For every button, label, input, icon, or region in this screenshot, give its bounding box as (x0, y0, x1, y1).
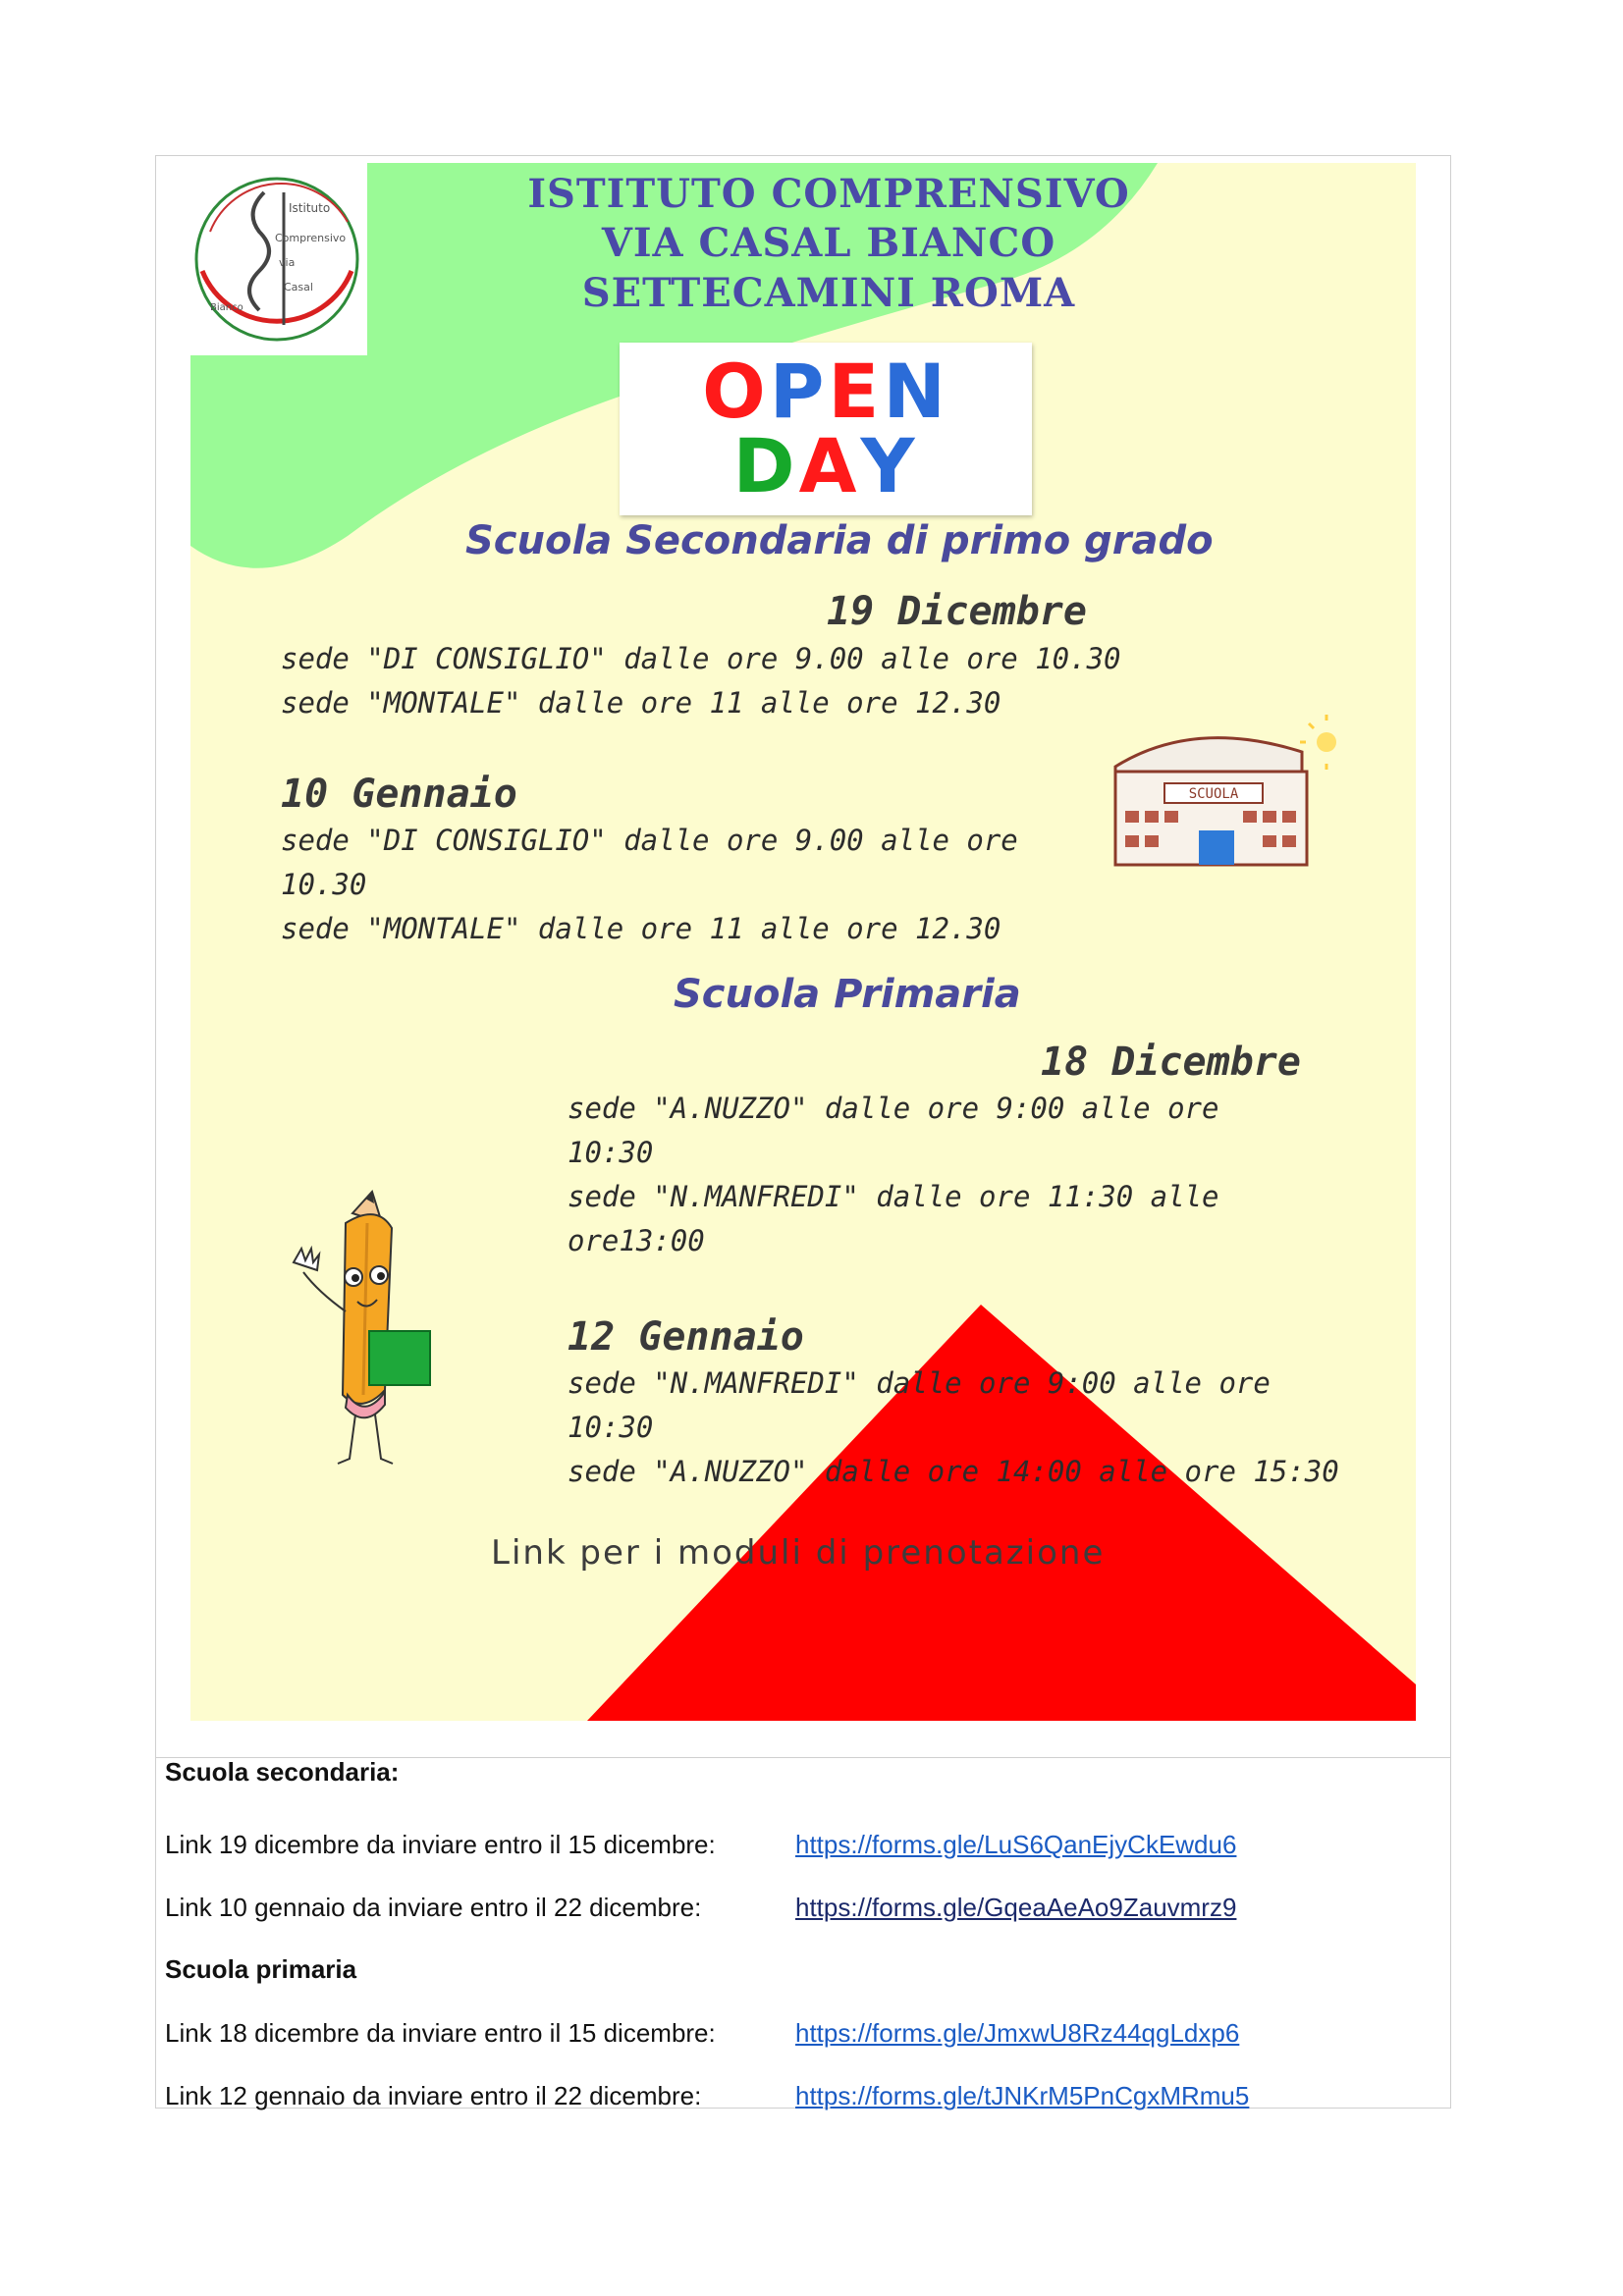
pri-date-2-line: sede "N.MANFREDI" dalle ore 9:00 alle ore (568, 1366, 1271, 1400)
pri-link-1-url[interactable]: https://forms.gle/JmxwU8Rz44qgLdxp6 (795, 2018, 1240, 2048)
svg-text:Casal: Casal (284, 281, 313, 294)
svg-text:Bianco: Bianco (210, 302, 243, 313)
primaria-heading: Scuola Primaria (674, 972, 1021, 1017)
day-word-text: DAY (732, 422, 919, 509)
school-name-line3: SETTECAMINI ROMA (581, 270, 1076, 316)
pri-date-2-line: sede "A.NUZZO" dalle ore 14:00 alle ore 15:30 (568, 1455, 1339, 1488)
logo-emblem-icon (190, 163, 367, 355)
pri-date-1: 18 Dicembre (1041, 1040, 1301, 1085)
secondaria-heading: Scuola Secondaria di primo grado (465, 518, 1214, 563)
open-word (620, 347, 1032, 435)
sec-date-1-line: sede "MONTALE" dalle ore 11 alle ore 12.30 (281, 686, 1001, 720)
school-name-line1: ISTITUTO COMPRENSIVO (527, 171, 1130, 217)
sec-link-1-url[interactable]: https://forms.gle/LuS6QanEjyCkEwdu6 (795, 1830, 1237, 1859)
school-name-line2: VIA CASAL BIANCO (601, 220, 1056, 266)
pri-link-2-label: Link 12 gennaio da inviare entro il 22 dicembre: (165, 2081, 702, 2110)
sec-date-1-line: sede "DI CONSIGLIO" dalle ore 9.00 alle ore 10.30 (281, 642, 1121, 675)
secondaria-links-heading: Scuola secondaria: (165, 1757, 400, 1787)
svg-text:Comprensivo: Comprensivo (275, 232, 347, 244)
pri-date-2-line: 10:30 (568, 1411, 654, 1444)
sec-link-2-url[interactable]: https://forms.gle/GqeaAeAo9Zauvmrz9 (795, 1893, 1237, 1922)
pri-link-2-url[interactable]: https://forms.gle/tJNKrM5PnCgxMRmu5 (795, 2081, 1250, 2110)
pri-date-2-schedule (568, 1362, 1339, 1494)
school-sign-text: SCUOLA (1188, 786, 1239, 802)
sec-link-2-label: Link 10 gennaio da inviare entro il 22 dicembre: (165, 1893, 702, 1922)
sec-date-2-line: sede "DI CONSIGLIO" dalle ore 9.00 alle ore (281, 824, 1018, 857)
day-word (620, 422, 1032, 509)
sec-date-2-schedule (281, 819, 1018, 951)
sec-date-1: 19 Dicembre (827, 589, 1087, 634)
sec-date-2-line: 10.30 (281, 868, 367, 901)
school-logo (190, 163, 367, 355)
pri-date-1-line: sede "A.NUZZO" dalle ore 9:00 alle ore (568, 1092, 1219, 1125)
pri-date-1-line: sede "N.MANFREDI" dalle ore 11:30 alle (568, 1180, 1219, 1213)
pencil-mascot-icon (259, 1184, 456, 1498)
pri-date-1-line: 10:30 (568, 1136, 654, 1169)
sec-link-1-label: Link 19 dicembre da inviare entro il 15 dicembre: (165, 1830, 716, 1859)
booking-link-caption: Link per i moduli di prenotazione (491, 1533, 1106, 1573)
pri-date-2: 12 Gennaio (568, 1314, 804, 1360)
pri-date-1-line: ore13:00 (568, 1224, 705, 1257)
sec-date-2: 10 Gennaio (281, 772, 517, 817)
svg-text:via: via (279, 256, 296, 269)
open-word-text: OPEN (702, 347, 949, 435)
pri-link-1-label: Link 18 dicembre da inviare entro il 15 dicembre: (165, 2018, 716, 2048)
sec-date-1-schedule (281, 637, 1121, 725)
open-day-flyer (190, 163, 1416, 1721)
primaria-links-heading: Scuola primaria (165, 1954, 357, 1984)
sec-date-2-line: sede "MONTALE" dalle ore 11 alle ore 12.30 (281, 912, 1001, 945)
open-day-logo (620, 343, 1032, 515)
svg-text:Istituto: Istituto (289, 201, 331, 215)
school-building-icon (1106, 713, 1341, 909)
pri-date-1-schedule (568, 1087, 1218, 1263)
